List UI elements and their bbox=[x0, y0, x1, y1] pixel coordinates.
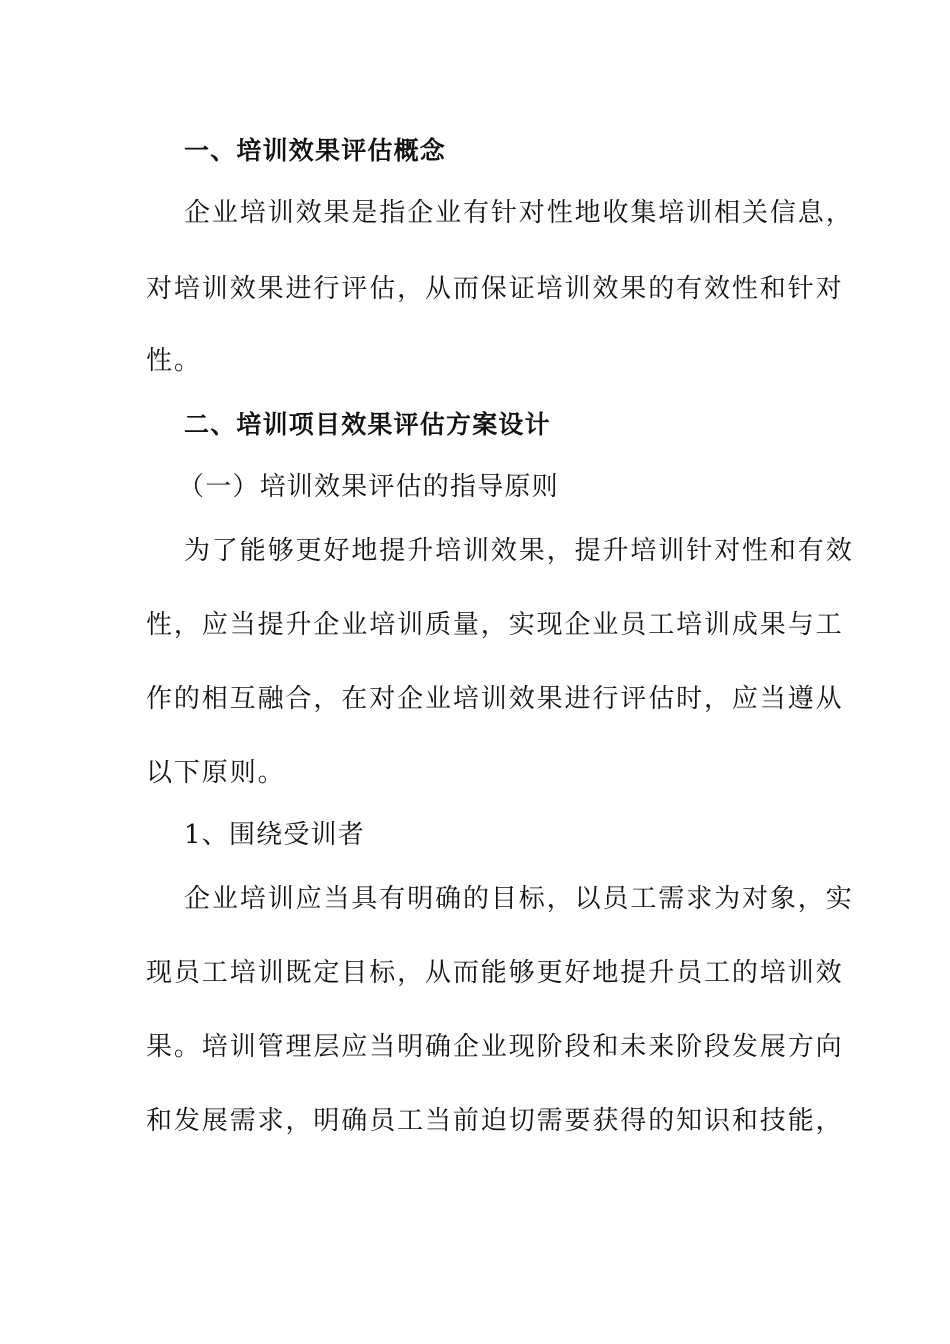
paragraph-2-line-4: 以下原则。 bbox=[146, 758, 286, 788]
subsection-heading-1: （一）培训效果评估的指导原则 bbox=[178, 472, 559, 502]
paragraph-1-line-2: 对培训效果进行评估，从而保证培训效果的有效性和针对 bbox=[146, 274, 844, 304]
section-heading-2: 二、培训项目效果评估方案设计 bbox=[184, 410, 551, 439]
paragraph-1-line-3: 性。 bbox=[146, 346, 202, 376]
paragraph-2-line-3: 作的相互融合，在对企业培训效果进行评估时，应当遵从 bbox=[146, 684, 844, 714]
paragraph-1-line-1: 企业培训效果是指企业有针对性地收集培训相关信息， bbox=[184, 198, 854, 228]
paragraph-3-line-2: 现员工培训既定目标，从而能够更好地提升员工的培训效 bbox=[146, 958, 844, 988]
section-heading-1: 一、培训效果评估概念 bbox=[184, 136, 447, 165]
paragraph-2-line-2: 性，应当提升企业培训质量，实现企业员工培训成果与工 bbox=[146, 610, 844, 640]
list-item-1: 1、围绕受训者 bbox=[184, 820, 365, 850]
paragraph-3-line-3: 果。培训管理层应当明确企业现阶段和未来阶段发展方向 bbox=[146, 1032, 844, 1062]
paragraph-2-line-1: 为了能够更好地提升培训效果，提升培训针对性和有效 bbox=[184, 536, 854, 566]
paragraph-3-line-4: 和发展需求，明确员工当前迫切需要获得的知识和技能， bbox=[146, 1106, 844, 1136]
paragraph-3-line-1: 企业培训应当具有明确的目标，以员工需求为对象，实 bbox=[184, 884, 854, 914]
